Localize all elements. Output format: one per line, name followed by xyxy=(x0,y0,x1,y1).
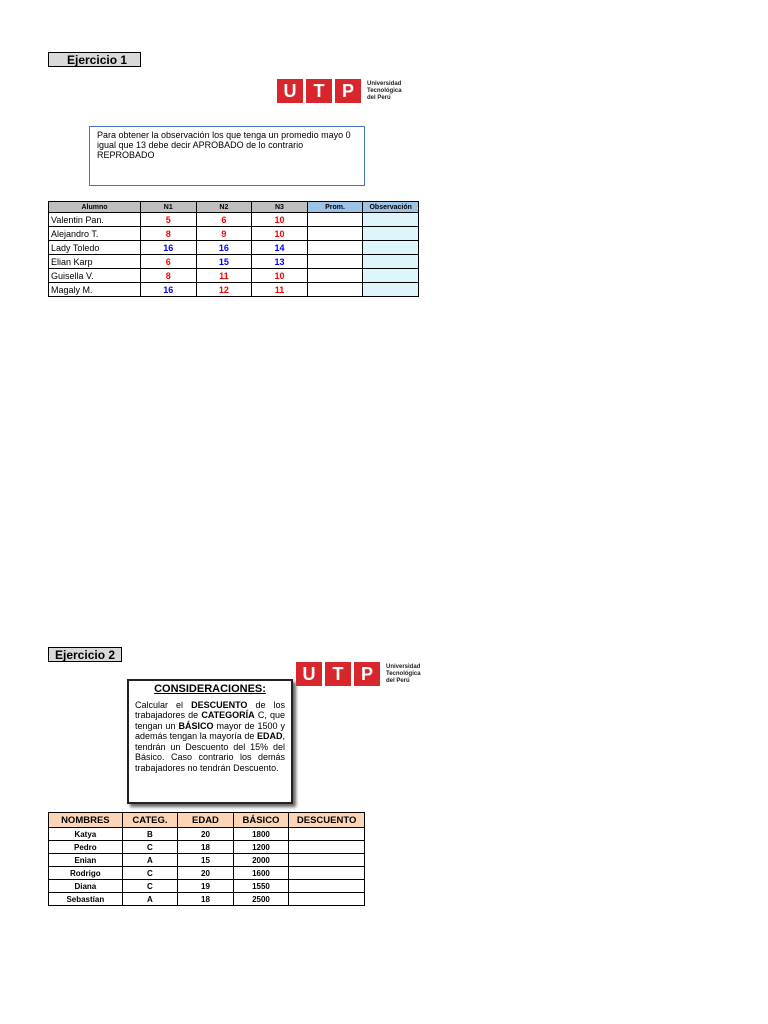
body-text: , tendrán un Descuento del 15% del Básico. Caso contrario los demás trabajadores no tendrán Descuento. xyxy=(135,731,285,773)
nombre-cell[interactable]: Enian xyxy=(49,854,123,867)
logo-letter-u: U xyxy=(296,662,322,686)
nombre-cell[interactable]: Diana xyxy=(49,880,123,893)
ejercicio-2-label: Ejercicio 2 xyxy=(48,647,122,662)
n2-cell[interactable]: 12 xyxy=(196,283,252,297)
prom-cell[interactable] xyxy=(307,269,363,283)
edad-cell[interactable]: 19 xyxy=(178,880,234,893)
header-basico: BÁSICO xyxy=(233,813,289,828)
edad-cell[interactable]: 15 xyxy=(178,854,234,867)
body-text: C, que tengan un xyxy=(135,710,285,731)
body-text: de los trabajadores de xyxy=(135,699,285,720)
basico-cell[interactable]: 1800 xyxy=(233,828,289,841)
n2-cell[interactable]: 15 xyxy=(196,255,252,269)
observacion-cell[interactable] xyxy=(363,255,419,269)
descuento-cell[interactable] xyxy=(289,841,365,854)
alumno-cell[interactable]: Magaly M. xyxy=(49,283,141,297)
n3-cell[interactable]: 10 xyxy=(252,269,308,283)
keyword-text: EDAD xyxy=(256,731,283,741)
edad-cell[interactable]: 18 xyxy=(178,841,234,854)
considerations-text xyxy=(135,700,285,774)
nombre-cell[interactable]: Sebastían xyxy=(49,893,123,906)
table-row xyxy=(49,828,365,841)
n1-cell[interactable]: 6 xyxy=(140,255,196,269)
prom-cell[interactable] xyxy=(307,213,363,227)
table-row xyxy=(49,893,365,906)
instruction-note: Para obtener la observación los que tenga un promedio mayo 0 igual que 13 debe decir APROBADO de lo contrario REPROBADO xyxy=(89,126,365,186)
logo-text: Universidad Tecnológica del Perú xyxy=(367,80,402,101)
prom-cell[interactable] xyxy=(307,283,363,297)
header-edad: EDAD xyxy=(178,813,234,828)
table-header-row xyxy=(49,813,365,828)
descuento-cell[interactable] xyxy=(289,880,365,893)
alumno-cell[interactable]: Alejandro T. xyxy=(49,227,141,241)
n1-cell[interactable]: 8 xyxy=(140,269,196,283)
utp-logo xyxy=(277,79,402,103)
table-row xyxy=(49,283,419,297)
n3-cell[interactable]: 13 xyxy=(252,255,308,269)
header-nombres: NOMBRES xyxy=(49,813,123,828)
table-row xyxy=(49,227,419,241)
logo-letter-p: P xyxy=(354,662,380,686)
utp-logo-2 xyxy=(296,662,421,686)
table-row xyxy=(49,841,365,854)
header-alumno: Alumno xyxy=(49,202,141,213)
observacion-cell[interactable] xyxy=(363,227,419,241)
n3-cell[interactable]: 11 xyxy=(252,283,308,297)
descuento-cell[interactable] xyxy=(289,867,365,880)
considerations-box xyxy=(127,679,293,804)
categ-cell[interactable]: A xyxy=(122,854,178,867)
basico-cell[interactable]: 1200 xyxy=(233,841,289,854)
nombre-cell[interactable]: Pedro xyxy=(49,841,123,854)
basico-cell[interactable]: 1600 xyxy=(233,867,289,880)
keyword-text: BÁSICO xyxy=(178,720,214,731)
n2-cell[interactable]: 11 xyxy=(196,269,252,283)
edad-cell[interactable]: 20 xyxy=(178,828,234,841)
logo-text: Universidad Tecnológica del Perú xyxy=(386,663,421,684)
table-row xyxy=(49,867,365,880)
nombre-cell[interactable]: Katya xyxy=(49,828,123,841)
basico-cell[interactable]: 1550 xyxy=(233,880,289,893)
categ-cell[interactable]: C xyxy=(122,880,178,893)
table-row xyxy=(49,255,419,269)
categ-cell[interactable]: C xyxy=(122,841,178,854)
keyword-text: DESCUENTO xyxy=(191,699,248,710)
header-descuento: DESCUENTO xyxy=(289,813,365,828)
logo-letter-u: U xyxy=(277,79,303,103)
header-n1: N1 xyxy=(140,202,196,213)
edad-cell[interactable]: 20 xyxy=(178,867,234,880)
n2-cell[interactable]: 16 xyxy=(196,241,252,255)
header-prom: Prom. xyxy=(307,202,363,213)
descuento-cell[interactable] xyxy=(289,828,365,841)
table-header-row xyxy=(49,202,419,213)
keyword-text: CATEGORÍA xyxy=(201,710,255,720)
n3-cell[interactable]: 10 xyxy=(252,227,308,241)
body-text: mayor de 1500 y además tengan la mayoría de xyxy=(135,720,285,741)
discount-table xyxy=(48,812,365,906)
n2-cell[interactable]: 9 xyxy=(196,227,252,241)
n3-cell[interactable]: 14 xyxy=(252,241,308,255)
n1-cell[interactable]: 16 xyxy=(140,241,196,255)
observacion-cell[interactable] xyxy=(363,283,419,297)
alumno-cell[interactable]: Lady Toledo xyxy=(49,241,141,255)
n1-cell[interactable]: 8 xyxy=(140,227,196,241)
table-row xyxy=(49,269,419,283)
observacion-cell[interactable] xyxy=(363,269,419,283)
header-n2: N2 xyxy=(196,202,252,213)
basico-cell[interactable]: 2000 xyxy=(233,854,289,867)
table-row xyxy=(49,854,365,867)
edad-cell[interactable]: 18 xyxy=(178,893,234,906)
table-row xyxy=(49,880,365,893)
ejercicio-1-label: Ejercicio 1 xyxy=(48,52,141,67)
prom-cell[interactable] xyxy=(307,255,363,269)
prom-cell[interactable] xyxy=(307,227,363,241)
logo-letter-t: T xyxy=(306,79,332,103)
header-observacion: Observación xyxy=(363,202,419,213)
nombre-cell[interactable]: Rodrigo xyxy=(49,867,123,880)
body-text: Calcular el xyxy=(135,699,192,710)
header-n3: N3 xyxy=(252,202,308,213)
descuento-cell[interactable] xyxy=(289,893,365,906)
grades-table xyxy=(48,201,419,297)
alumno-cell[interactable]: Guisella V. xyxy=(49,269,141,283)
n2-cell[interactable]: 6 xyxy=(196,213,252,227)
observacion-cell[interactable] xyxy=(363,241,419,255)
alumno-cell[interactable]: Valentin Pan. xyxy=(49,213,141,227)
alumno-cell[interactable]: Elian Karp xyxy=(49,255,141,269)
descuento-cell[interactable] xyxy=(289,854,365,867)
logo-letter-t: T xyxy=(325,662,351,686)
categ-cell[interactable]: B xyxy=(122,828,178,841)
categ-cell[interactable]: C xyxy=(122,867,178,880)
n1-cell[interactable]: 16 xyxy=(140,283,196,297)
header-categ: CATEG. xyxy=(122,813,178,828)
basico-cell[interactable]: 2500 xyxy=(233,893,289,906)
logo-letter-p: P xyxy=(335,79,361,103)
categ-cell[interactable]: A xyxy=(122,893,178,906)
considerations-title: CONSIDERACIONES: xyxy=(154,683,266,695)
observacion-cell[interactable] xyxy=(363,213,419,227)
table-row xyxy=(49,241,419,255)
n1-cell[interactable]: 5 xyxy=(140,213,196,227)
n3-cell[interactable]: 10 xyxy=(252,213,308,227)
table-row xyxy=(49,213,419,227)
prom-cell[interactable] xyxy=(307,241,363,255)
